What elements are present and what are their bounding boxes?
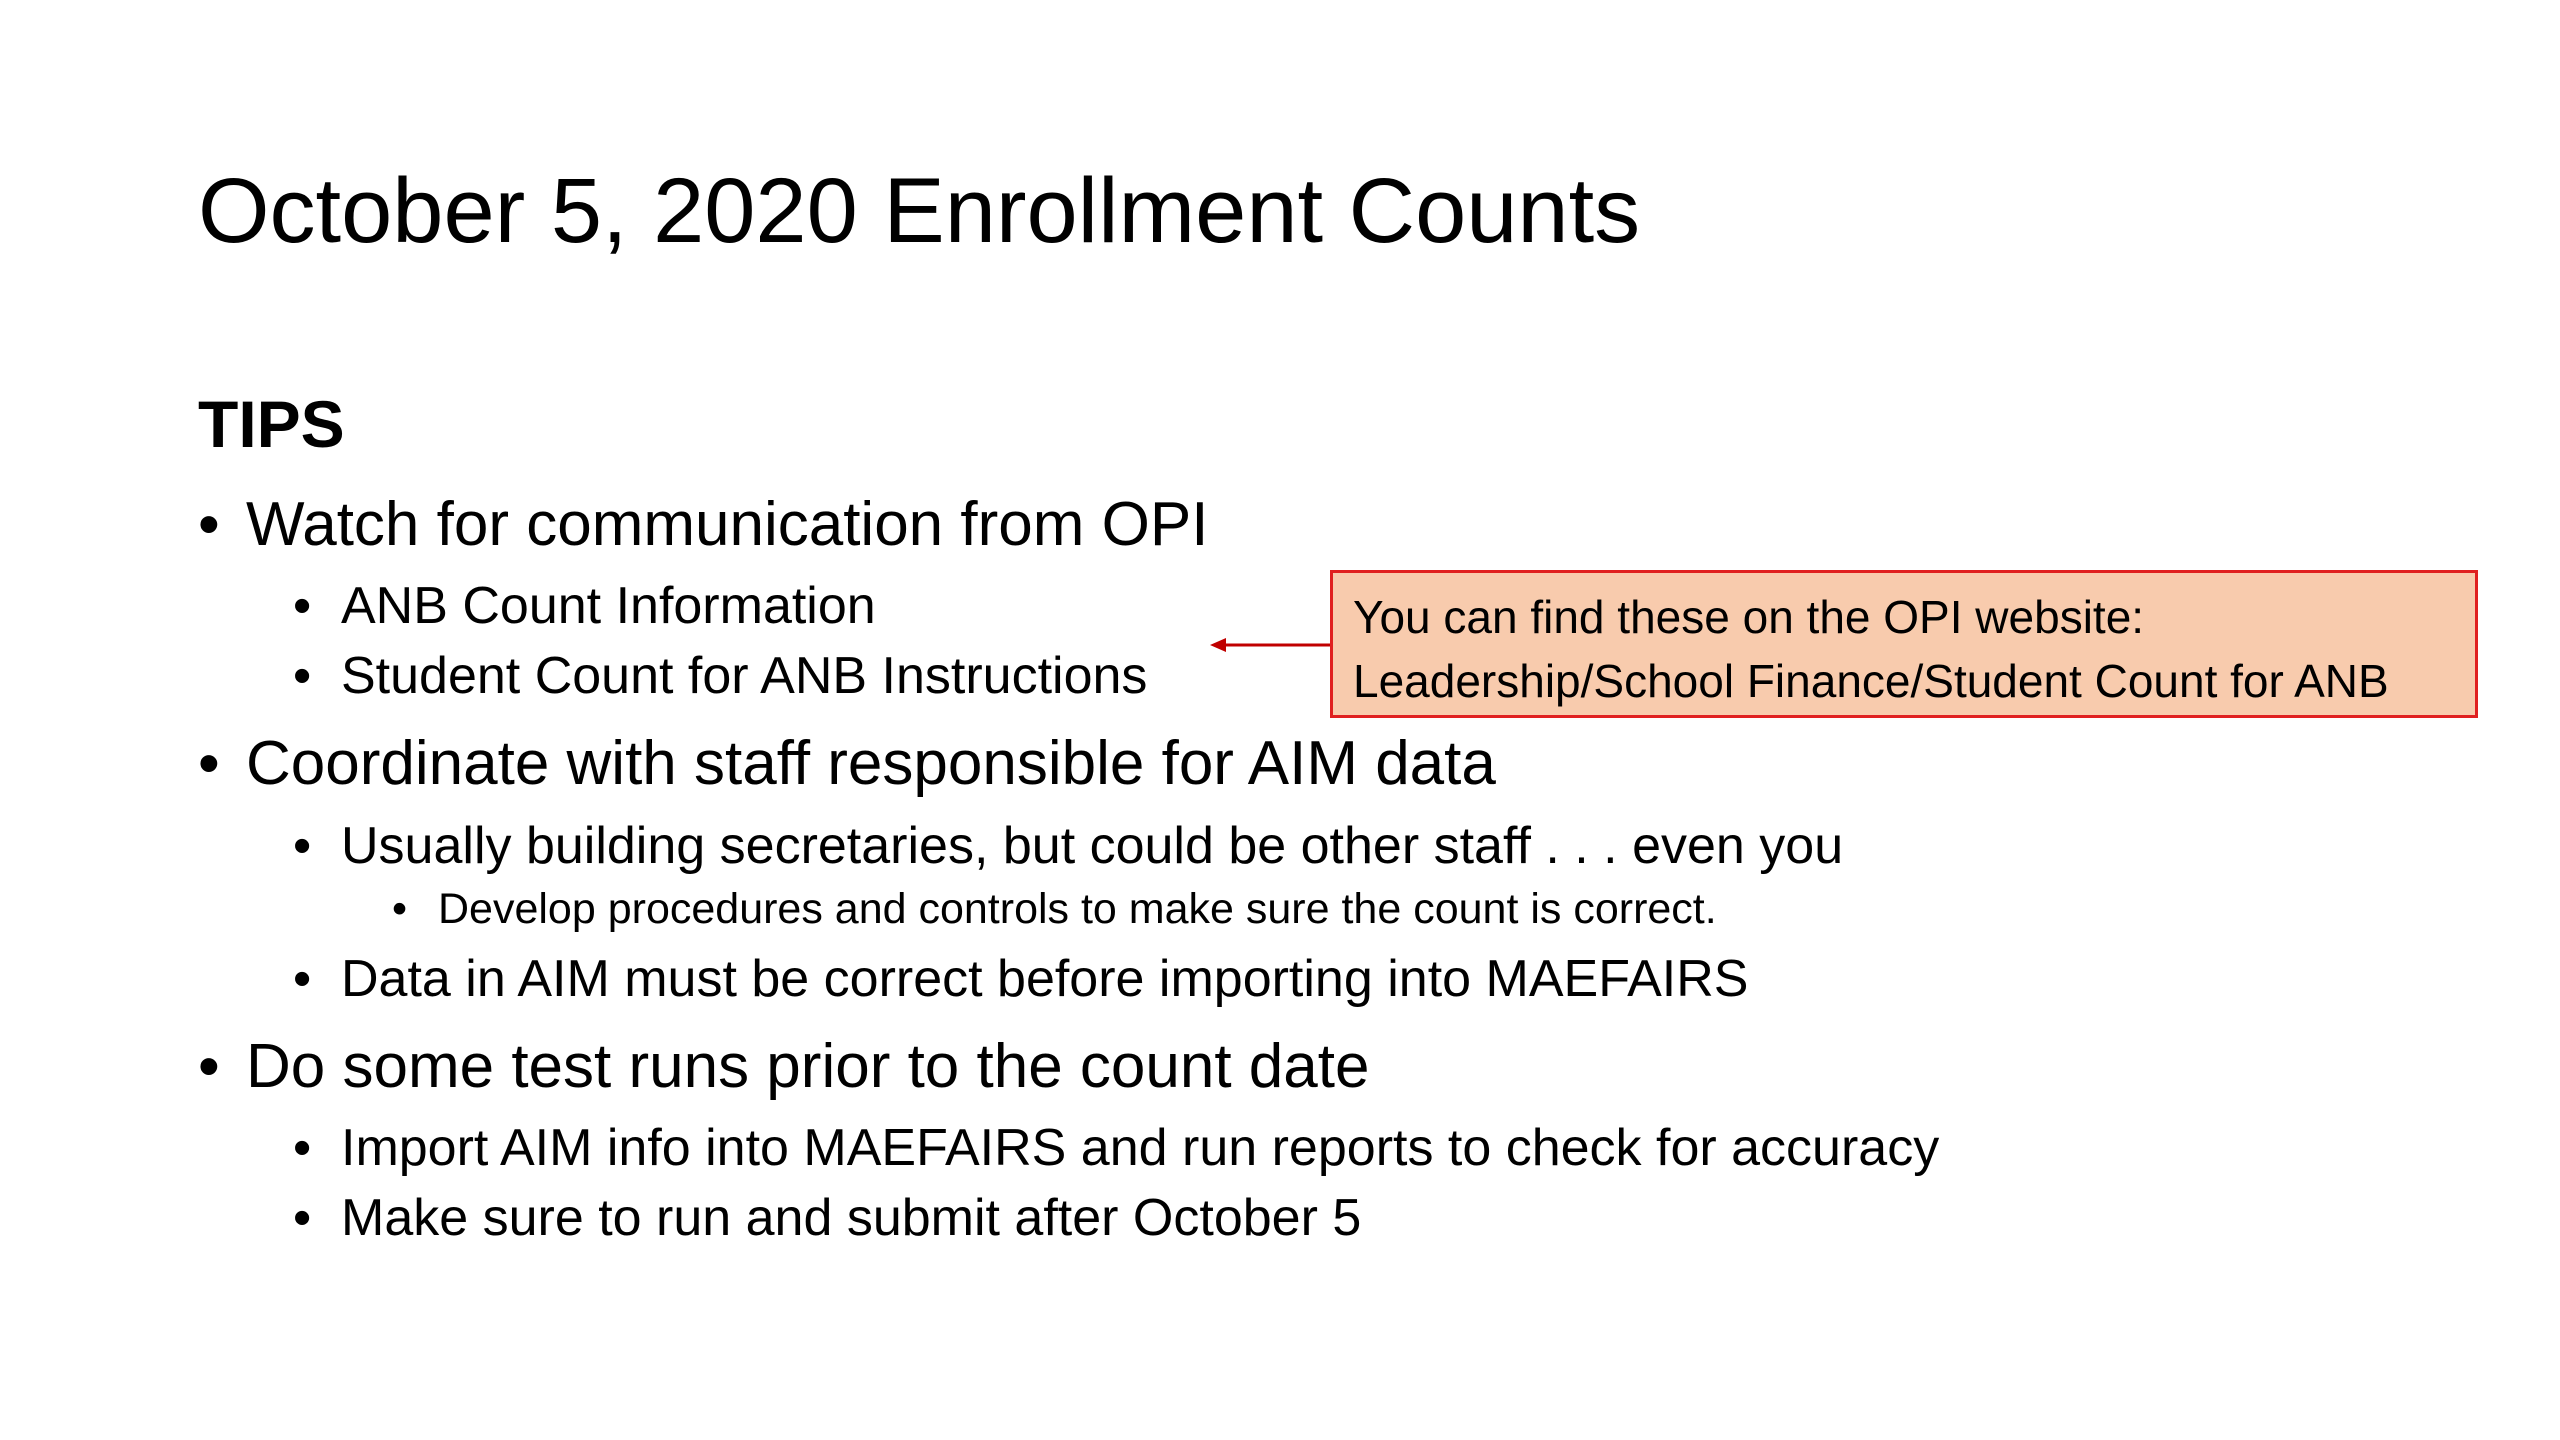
bullet-dot: • [392, 885, 408, 933]
callout-line-2: Leadership/School Finance/Student Count for ANB [1353, 655, 2389, 707]
bullet-dot: • [293, 1119, 312, 1177]
bullet-item-run-submit [293, 1187, 1361, 1249]
tips-heading: TIPS [198, 387, 345, 461]
callout-box [1330, 570, 2478, 718]
bullet-item-develop-procedures [392, 884, 1717, 936]
bullet-text: Do some test runs prior to the count date [246, 1032, 1370, 1101]
bullet-dot: • [293, 1189, 312, 1247]
bullet-text: Data in AIM must be correct before importing into MAEFAIRS [341, 950, 1749, 1008]
callout-line-1: You can find these on the OPI website: [1353, 591, 2145, 643]
bullet-text: Coordinate with staff responsible for AIM data [246, 729, 1496, 798]
bullet-item-coordinate-staff [198, 727, 1496, 801]
bullet-text: Make sure to run and submit after October 5 [341, 1189, 1362, 1247]
bullet-item-watch-opi [198, 488, 1208, 562]
bullet-item-anb-count-info [293, 575, 876, 637]
bullet-item-test-runs [198, 1030, 1369, 1104]
bullet-dot: • [293, 647, 312, 705]
bullet-text: Student Count for ANB Instructions [341, 647, 1148, 705]
bullet-dot: • [198, 729, 220, 798]
bullet-dot: • [198, 1032, 220, 1101]
bullet-dot: • [198, 490, 220, 559]
slide-title: October 5, 2020 Enrollment Counts [198, 160, 1641, 262]
bullet-text: Watch for communication from OPI [246, 490, 1209, 559]
bullet-item-building-secretaries [293, 815, 1843, 877]
bullet-text: Import AIM info into MAEFAIRS and run reports to check for accuracy [341, 1119, 1940, 1177]
bullet-dot: • [293, 950, 312, 1008]
arrow-left-icon [1210, 630, 1332, 660]
bullet-item-student-count-instructions [293, 645, 1147, 707]
bullet-text: Usually building secretaries, but could be other staff . . . even you [341, 817, 1844, 875]
bullet-text: Develop procedures and controls to make sure the count is correct. [438, 885, 1717, 933]
bullet-text: ANB Count Information [341, 577, 876, 635]
bullet-item-data-in-aim [293, 948, 1748, 1010]
bullet-dot: • [293, 577, 312, 635]
bullet-item-import-aim [293, 1117, 1939, 1179]
bullet-dot: • [293, 817, 312, 875]
